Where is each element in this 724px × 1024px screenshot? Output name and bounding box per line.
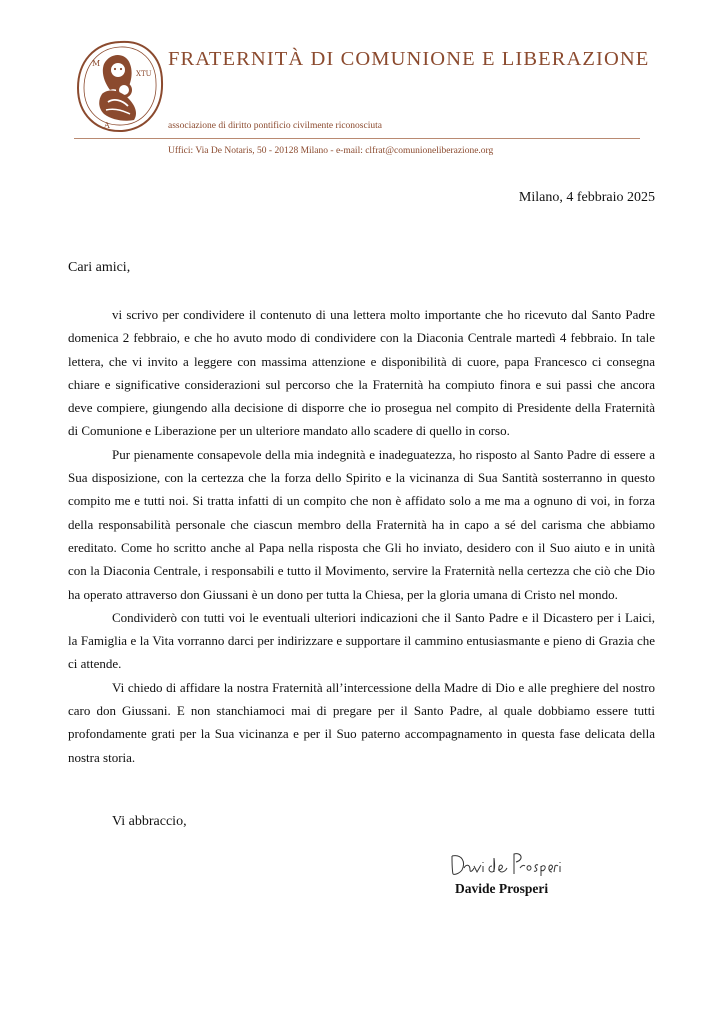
signer-name: Davide Prosperi — [455, 881, 549, 896]
letter-closing: Vi abbraccio, — [112, 814, 187, 829]
svg-text:A: A — [104, 121, 110, 130]
letter-paragraph: Vi chiedo di affidare la nostra Fraternità all’intercessione della Madre di Dio e alle preghiere del nostro caro don Giussani. E non stanchiamoci mai di pregare per il Santo Padre, al quale dobbiamo essere tutti profondamente grati per la Sua vicinanza e per il Suo paterno accompagnamento in questa fase delicata della nostra storia. — [68, 679, 655, 765]
letterhead-divider — [74, 138, 640, 139]
letter-date: Milano, 4 febbraio 2025 — [518, 190, 655, 205]
organization-address: Uffici: Via De Notaris, 50 - 20128 Milano - e-mail: clfrat@comunioneliberazione.org — [168, 146, 494, 156]
letter-paragraph: Condividerò con tutti voi le eventuali ulteriori indicazioni che il Santo Padre e il Dicastero per i Laici, la Famiglia e la Vita vorranno darci per indirizzare e supportare il cammino entusiasmante e pieno di Grazia che ci attende. — [68, 609, 655, 672]
letter-paragraph: Pur pienamente consapevole della mia indegnità e inadeguatezza, ho risposto al Santo Padre di essere a Sua disposizione, con la certezza che la forza dello Spirito e la vicinanza di Sua Santità sosterranno in questo compito me e tutti noi. Si tratta infatti di un compito che non è affidato solo a me ma a ognuno di voi, in forza della responsabilità personale che ciascun membro della Fraternità ha in capo a sé del carisma che abbiamo ereditato. Come ho scritto anche al Papa nella risposta che Gli ho inviato, desidero con il Suo aiuto e in unità con la Diaconia Centrale, i responsabili e tutto il Movimento, servire la Fraternità nella certezza che ciò che Dio ha operato attraverso don Giussani è un dono per tutta la Chiesa, per la gloria umana di Cristo nel mondo. — [68, 446, 655, 602]
madonna-and-child-logo-icon — [74, 38, 166, 134]
handwritten-signature-icon — [448, 846, 564, 880]
organization-subtitle: associazione di diritto pontificio civilmente riconosciuta — [168, 121, 382, 131]
letter-body — [68, 303, 655, 769]
organization-name: FRATERNITÀ DI COMUNIONE E LIBERAZIONE — [168, 48, 650, 70]
svg-text:XTU: XTU — [136, 70, 152, 78]
svg-text:M: M — [92, 59, 101, 68]
letter-paragraph: vi scrivo per condividere il contenuto di una lettera molto importante che ho ricevuto dal Santo Padre domenica 2 febbraio, e che ho avuto modo di condividere con la Diaconia Centrale martedì 4 febbraio. In tale lettera, che vi invito a leggere con massima attenzione e disponibilità di cuore, papa Francesco ci consegna chiare e significative considerazioni sul percorso che la Fraternità ha compiuto finora e sui passi che ancora deve compiere, giungendo alla decisione di disporre che io prosegua nel compito di Presidente della Fraternità di Comunione e Liberazione per un ulteriore mandato allo scadere di quello in corso. — [68, 307, 655, 439]
letter-salutation: Cari amici, — [68, 260, 131, 275]
